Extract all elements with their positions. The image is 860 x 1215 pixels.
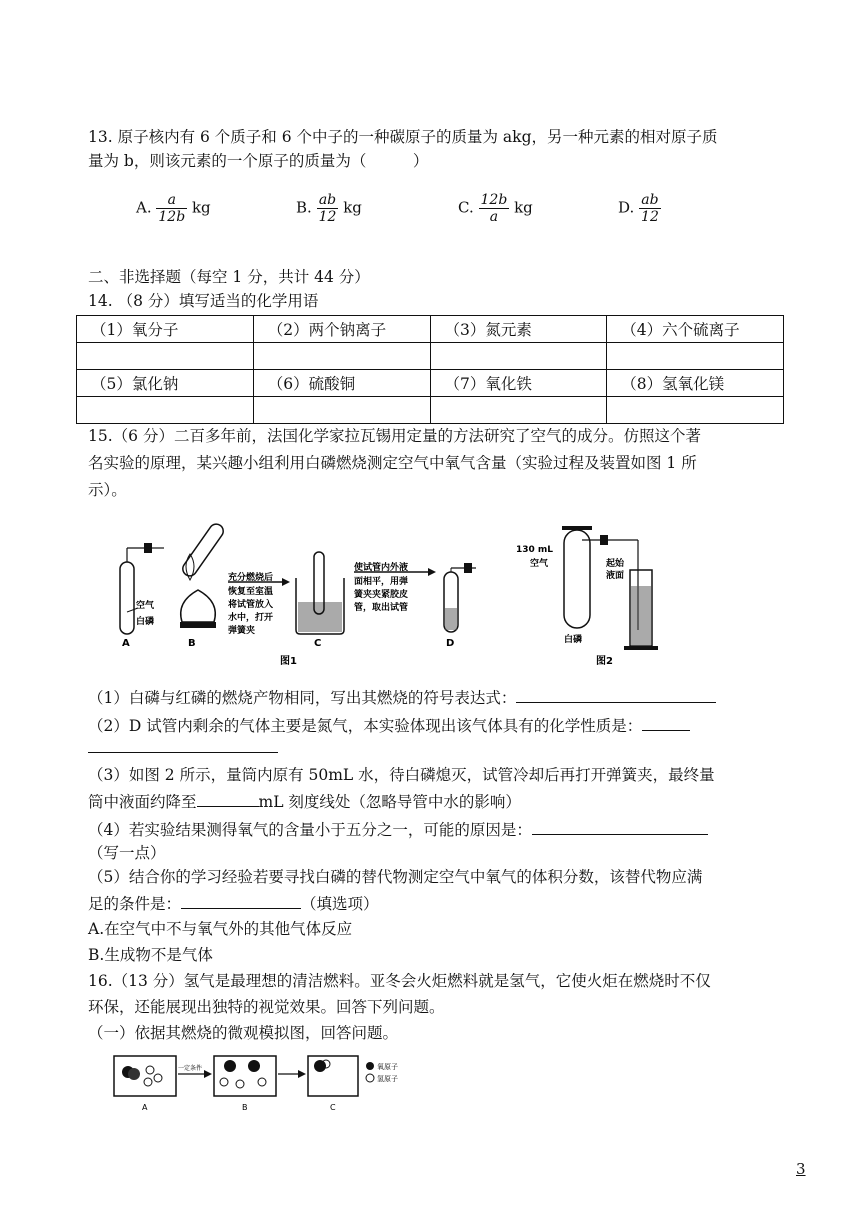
letter-a: A (122, 638, 130, 649)
legend-oxygen: 氧原子 (377, 1063, 398, 1071)
q15-s3a: （3）如图 2 所示，量筒内原有 50mL 水，待白磷熄灭，试管冷却后再打开弹簧夹，最终量 (88, 766, 715, 784)
table-cell: （6）硫酸铜 (253, 370, 430, 397)
fraction: $\frac{a}{12b}$ (158, 192, 186, 225)
answer-blank-continued[interactable] (88, 752, 278, 753)
q15-s3b: 筒中液面约降至 mL 刻度线处（忽略导管中水的影响） (88, 790, 521, 813)
option-label: D. (618, 198, 635, 217)
figure-1-caption: 图1 (280, 656, 297, 667)
figure-1 (110, 512, 490, 672)
table-row (77, 343, 784, 370)
q13-option-a: A. $\frac{a}{12b}$ kg (136, 192, 211, 225)
table-cell: （3）氮元素 (430, 316, 607, 343)
step1-line2: 恢复至室温 (228, 587, 274, 597)
q15-s5b: 足的条件是： （填选项） (88, 892, 379, 915)
q15-s4b: （写一点） (88, 844, 166, 862)
answer-cell[interactable] (430, 397, 607, 424)
label-start-2: 液面 (606, 571, 625, 581)
table-row (77, 370, 784, 397)
option-label: B. (296, 198, 312, 217)
q13-line1: 13. 原子核内有 6 个质子和 6 个中子的一种碳原子的质量为 akg，另一种元素的相对原子质 (88, 128, 718, 146)
step2-line4: 管，取出试管 (354, 603, 409, 613)
answer-blank[interactable] (197, 790, 259, 807)
letter-b: B (242, 1103, 248, 1112)
table-cell: （8）氢氧化镁 (607, 370, 784, 397)
q16-line2: 环保，还能展现出独特的视觉效果。回答下列问题。 (88, 998, 445, 1016)
label-p-2: 白磷 (564, 635, 583, 645)
table-cell: （4）六个硫离子 (607, 316, 784, 343)
q14-title: 14. （8 分）填写适当的化学用语 (88, 292, 319, 310)
figure-2-caption: 图2 (596, 656, 613, 667)
letter-c: C (330, 1103, 336, 1112)
answer-cell[interactable] (77, 343, 254, 370)
q15-s2: （2）D 试管内剩余的气体主要是氮气，本实验体现出该气体具有的化学性质是： (88, 714, 690, 737)
answer-cell[interactable] (253, 343, 430, 370)
letter-c: C (314, 638, 322, 649)
letter-d: D (446, 638, 455, 649)
label-start-1: 起始 (606, 559, 625, 569)
q13-line2: 量为 b，则该元素的一个原子的质量为（ ） (88, 152, 429, 170)
table-cell: （5）氯化钠 (77, 370, 254, 397)
answer-cell[interactable] (607, 397, 784, 424)
step1-line4: 水中，打开 (228, 613, 274, 623)
label-130ml: 130 mL (516, 545, 554, 555)
q16-sub1: （一）依据其燃烧的微观模拟图，回答问题。 (88, 1024, 399, 1042)
letter-a: A (142, 1103, 148, 1112)
step2-line2: 面相平，用弹 (354, 577, 409, 587)
table-cell: （7）氧化铁 (430, 370, 607, 397)
answer-cell[interactable] (77, 397, 254, 424)
option-label: C. (458, 198, 474, 217)
q13-option-c: C. $\frac{12b}{a}$ kg (458, 192, 533, 225)
q13-option-d (618, 192, 661, 225)
tube-d (444, 563, 476, 632)
table-cell: （1）氧分子 (77, 316, 254, 343)
page-number: 3 (796, 1160, 806, 1178)
q14-table (76, 315, 784, 424)
answer-cell[interactable] (607, 343, 784, 370)
step1-line1: 充分燃烧后 (228, 573, 274, 583)
option-label: A. (136, 198, 152, 217)
answer-blank[interactable] (181, 892, 301, 909)
q13-option-b: B. $\frac{ab}{12}$ kg (296, 192, 362, 225)
q15-line3: 示）。 (88, 481, 127, 499)
graduated-cylinder (624, 570, 658, 650)
answer-blank[interactable] (532, 818, 708, 835)
answer-cell[interactable] (430, 343, 607, 370)
answer-cell[interactable] (253, 397, 430, 424)
micro-model-figure (112, 1050, 412, 1114)
q15-line2: 名实验的原理，某兴趣小组利用白磷燃烧测定空气中氧气含量（实验过程及装置如图 1 所 (88, 454, 697, 472)
step2-line3: 簧夹夹紧胶皮 (354, 590, 409, 600)
fraction: $\frac{ab}{12}$ (318, 192, 337, 225)
label-p-a: 白磷 (136, 617, 155, 627)
section-heading: 二、非选择题（每空 1 分，共计 44 分） (88, 268, 370, 286)
large-tube (562, 526, 638, 630)
figure-2 (512, 520, 672, 670)
fraction: $\frac{12b}{a}$ (480, 192, 508, 225)
table-row (77, 316, 784, 343)
answer-blank[interactable] (516, 686, 716, 703)
q15-s5a: （5）结合你的学习经验若要寻找白磷的替代物测定空气中氧气的体积分数，该替代物应满 (88, 868, 703, 886)
step2-line1: 使试管内外液 (354, 563, 409, 573)
q15-option-a: A.在空气中不与氧气外的其他气体反应 (88, 920, 353, 938)
label-air-2: 空气 (530, 559, 549, 569)
step1-line3: 将试管放入 (228, 600, 274, 610)
q15-s4: （4）若实验结果测得氧气的含量小于五分之一，可能的原因是： (88, 818, 708, 841)
table-row (77, 397, 784, 424)
step1-line5: 弹簧夹 (228, 626, 256, 636)
q16-line1: 16.（13 分）氢气是最理想的清洁燃料。亚冬会火炬燃料就是氢气，它使火炬在燃烧时不仅 (88, 972, 711, 990)
table-cell: （2）两个钠离子 (253, 316, 430, 343)
beaker-c (296, 552, 344, 634)
burner-b (180, 521, 226, 628)
legend-hydrogen: 氢原子 (377, 1075, 398, 1083)
label-air-a: 空气 (136, 601, 155, 611)
q15-s1: （1）白磷与红磷的燃烧产物相同，写出其燃烧的符号表达式： (88, 686, 716, 709)
q15-line1: 15.（6 分）二百多年前，法国化学家拉瓦锡用定量的方法研究了空气的成分。仿照这个著 (88, 427, 701, 445)
fraction: $\frac{ab}{12}$ (641, 192, 659, 225)
letter-b: B (188, 638, 196, 649)
q15-option-b: B.生成物不是气体 (88, 946, 213, 964)
answer-blank[interactable] (642, 714, 690, 731)
arrow-label: 一定条件 (178, 1065, 203, 1072)
